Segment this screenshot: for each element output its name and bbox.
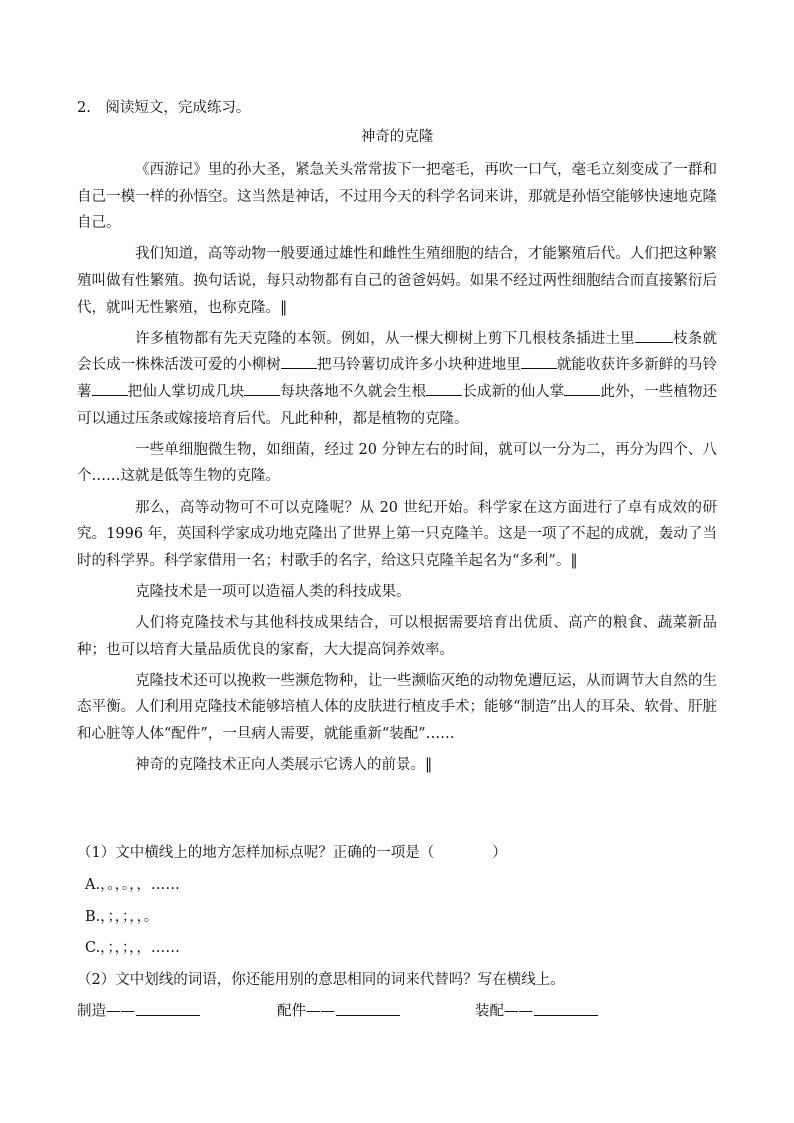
question-1-prompt: （1）文中横线上的地方怎样加标点呢？正确的一项是（ ） [77, 845, 507, 861]
question-heading: 2. 阅读短文，完成练习。 [77, 100, 251, 116]
paragraph-1: 《西游记》里的孙大圣，紧急关头常常拔下一把毫毛，再吹一口气，毫毛立刻变成了一群和自己一模一样的孙悟空。这当然是神话，不过用今天的科学名词来讲，那就是孙悟空能够快速地克隆自己。 [77, 162, 717, 232]
paragraph-5: 那么，高等动物可不可以克隆呢？从 20 世纪开始。科学家在这方面进行了卓有成效的研究。1996 年，英国科学家成功地克隆出了世界上第一只克隆羊。这是一项了不起的成就，轰动了当时的科学界。科学家借用一名；村歌手的名字，给这只克隆羊起名为“多利”。‖ [77, 499, 717, 569]
option-a[interactable]: A.，。，。，，…… [85, 876, 180, 893]
questions-section [77, 842, 727, 1001]
paragraph-4: 一些单细胞微生物，如细菌，经过 20 分钟左右的时间，就可以一分为二，再分为四个、八个……这就是低等生物的克隆。 [77, 441, 717, 485]
answer-blank[interactable] [136, 1000, 200, 1016]
paragraph-3-text: 许多植物都有先天克隆的本领。例如，从一棵大柳树上剪下几根枝条插进土里 [135, 330, 635, 347]
punctuation-blank[interactable] [426, 380, 462, 396]
punctuation-blank[interactable] [521, 354, 557, 370]
paragraph-2: 我们知道，高等动物一般要通过雄性和雌性生殖细胞的结合，才能繁殖后代。人们把这种繁殖叫做有性繁殖。换句话说，每只动物都有自己的爸爸妈妈。如果不经过两性细胞结合而直接繁衍后代，就叫无性繁殖，也称克隆。‖ [77, 246, 717, 316]
paragraph-3-text: 每块落地不久就会生根 [280, 383, 427, 400]
paragraph-9: 神奇的克隆技术正向人类展示它诱人的前景。‖ [135, 757, 433, 774]
question-2-prompt: （2）文中划线的词语，你还能用别的意思相同的词来代替吗？写在横线上。 [77, 972, 565, 989]
answer-blank[interactable] [534, 1000, 598, 1016]
paragraph-3-text: 把马铃薯切成许多小块种进地里 [316, 357, 521, 374]
paragraph-3 [77, 326, 717, 432]
paragraph-8: 克隆技术还可以挽救一些濒危物种，让一些濒临灭绝的动物免遭厄运，从而调节大自然的生态平衡。人们利用克隆技术能够培植人体的皮肤进行植皮手术；能够“制造”出人的耳朵、软骨、肝脏和心脏等人体“配件”，一旦病人需要，就能重新“装配”…… [77, 672, 717, 743]
article-body [77, 157, 717, 783]
article-title: 神奇的克隆 [360, 129, 434, 145]
answer-label: 配件—— [277, 1003, 335, 1020]
answer-label: 装配—— [475, 1003, 533, 1020]
punctuation-blank[interactable] [564, 380, 600, 396]
paragraph-6: 克隆技术是一项可以造福人类的科技成果。 [135, 583, 411, 600]
punctuation-blank[interactable] [244, 380, 280, 396]
punctuation-blank[interactable] [281, 354, 317, 370]
answer-item-peijian [277, 1000, 400, 1023]
option-c[interactable]: C.，；，；，，…… [85, 940, 180, 957]
answer-item-zhuangpei [475, 1000, 598, 1023]
paragraph-3-text: 枝条就会长成一株株活泼可爱的小柳树 [77, 330, 717, 374]
answer-label: 制造—— [77, 1003, 135, 1020]
paragraph-7: 人们将克隆技术与其他科技成果结合，可以根据需要培育出优质、高产的粮食、蔬菜新品种；也可以培育大量品质优良的家畜，大大提高饲养效率。 [77, 615, 717, 658]
paragraph-3-text: 长成新的仙人掌 [462, 383, 565, 400]
option-b[interactable]: B.，；，；，，。 [85, 908, 159, 925]
paragraph-3-text: 此外，一些植物还可以通过压条或嫁接培育后代。凡此种种，都是植物的克隆。 [77, 383, 718, 427]
punctuation-blank[interactable] [635, 327, 673, 343]
answer-item-zhizao [77, 1000, 200, 1023]
paragraph-3-text: 把仙人掌切成几块 [127, 383, 245, 400]
answer-blank[interactable] [336, 1000, 400, 1016]
punctuation-blank[interactable] [92, 380, 128, 396]
paragraph-3-text: 就能收获许多新鲜的马铃薯 [77, 357, 717, 400]
